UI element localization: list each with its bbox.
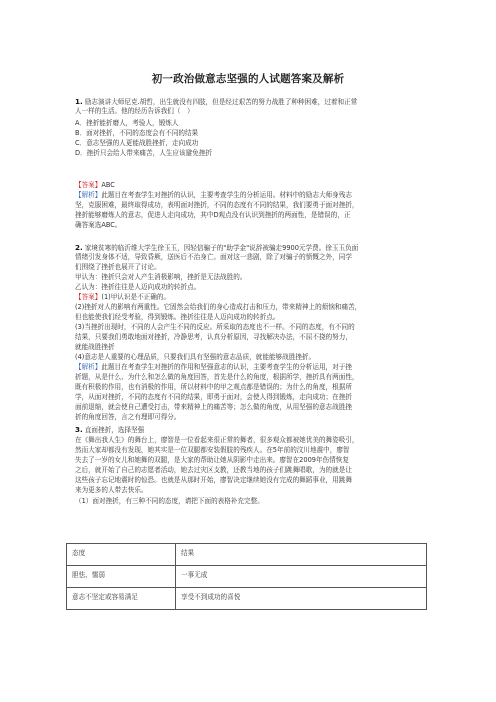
table-cell: 一事无成 [176,566,427,588]
table-header-cell: 结果 [176,544,427,566]
q3-body-line-5: 这些孩子忘记地震时的惊恐。也就是从那时开始，廖智决定继续她没有完成的舞蹈事业，用跳舞 [75,476,352,484]
table-cell: 享受不到成功的喜悦 [176,588,427,610]
q1-stem-line-1: 1. 励志演讲大师尼克.胡哲，出生就没有四肢，但是经过艰苦的努力战胜了种种困难，过着和正常 [75,97,358,106]
q2-answer-line-4: (3)当挫折出现时，不同的人会产生不同的反应。所采取的态度也不一样。不同的态度，有不同的 [75,323,355,331]
q2-answer-line-7: (4)意志是人重要的心理品质，只要我们具有坚强的意志品质，就能能够战胜挫折。 [75,353,316,361]
page-title: 初一政治做意志坚强的人试题答案及解析 [151,73,345,85]
analysis-tag: 【解析】 [75,191,102,199]
q2-stem-line-4: 甲认为：挫折只会对人产生消极影响，挫折是无法战胜的。 [75,273,247,281]
answer-tag: 【答案】 [75,181,102,189]
q2-stem-line-1: 2. 家境贫寒的临沂维大学生徐玉玉，因轻信骗子的"助学金"说辞被骗走9900元学费。徐玉玉负面 [75,243,359,252]
q3-body-line-2: 然而大家却都没有发现，她其实是一位双腿都安装假肢的残疾人。在5年前的汶川地震中，廖智 [75,446,350,454]
q3-body-line-3: 失去了一岁的女儿和她舞的双腿，是大家的帮助让她从阴影中走出来。廖智在2009年伤情恢复 [75,456,349,464]
table-header-row [67,544,427,566]
attitude-result-table [66,543,427,610]
q2-number: 2. [75,243,83,252]
q3-number: 3. [75,425,83,434]
q1-stem-line-2: 人一样的生活。他的经历告诉我们（ ） [75,107,194,115]
q2-answer: 【答案】(1)甲认识是不正确的。 [75,293,171,301]
q2-analysis-line-4: 学，从面对挫折，不同的态度有不同的结果，即勇于面对，会使人得到锻炼，走向成功；在挫折 [75,393,352,401]
q2-stem-line-3: 们围绕了挫折也展开了讨论。 [75,263,161,271]
q2-answer-line-3: 但也能使我们经受考验，得到锻炼。挫折往往是人迈向成功的转折点。 [75,313,280,321]
answer-tag: 【答案】 [75,293,102,301]
q2-answer-line-2: (2)挫折对人的影响有两重性。它固然会给我们的身心造成打击和压力，带来精神上的烦恼和痛苦， [75,303,362,311]
q1-analysis-line-1: 【解析】此题目在考查学生对挫折的认识，主要考查学生的分析运用。材料中的励志大师身残志 [75,191,352,199]
table-header-cell: 态度 [67,544,176,566]
table-row [67,588,427,610]
q2-answer-line-6: 就能战胜挫折 [75,343,115,351]
table-cell: 意志不坚定或容易满足 [67,588,176,610]
q1-option-d: D．挫折只会给人带来痛苦，人生应该避免挫折 [75,149,212,157]
q1-analysis-line-2: 坚，克服困难，最终取得成功，表明面对挫折，不同的态度有不同的结果，我们要勇于面对挫折， [75,201,359,209]
analysis-tag: 【解析】 [75,363,102,371]
q1-analysis-line-4: 确答案选ABC。 [75,221,122,229]
q2-analysis-line-1: 【解析】此题目在考查学生对挫折的作用和坚强意志的认识，主要考查学生的分析运用，对于挫 [75,363,352,371]
q1-option-b: B．面对挫折，不同的态度会有不同的结果 [75,129,199,137]
q3-body-line-1: 在《舞出我人生》的舞台上，廖智是一位看起来很正常的舞者，很多观众都被她优美的舞姿吸引， [75,436,359,444]
q2-stem-line-2: 情绪引发身体不适，导致昏厥，送医后不治身亡。面对这一悲剧，除了对骗子的愤慨之外，同学 [75,253,352,261]
q3-body-line-4: 之后，就开始了自己的志愿者活动，她去过灾区支教，还教当地的孩子们跳舞唱歌，为的就是让 [75,466,352,474]
q2-analysis-line-2: 折题，从是什么、为什么和怎么做的角度回答，首先是什么的角度，根据所学，挫折具有两面性， [75,373,359,381]
q1-analysis-line-3: 挫折能够磨炼人的意志，促进人走向成功，其中D观点没有认识到挫折的两面性，是错误的，正 [75,211,351,219]
q1-answer: 【答案】ABC [75,181,115,189]
q1-option-c: C．意志坚强的人更能战胜挫折，走向成功 [75,139,199,147]
table-cell: 胆怯、懦弱 [67,566,176,588]
q3-body-line-6: 来为更多的人带去快乐。 [75,486,148,494]
q3-heading: 3. 直面挫折，选择坚强 [75,425,145,434]
q2-analysis-line-5: 面前退缩，就会使自己遭受打击，带来精神上的痛苦等；怎么做的角度，从用坚强的意志战胜挫 [75,403,352,411]
q1-number: 1. [75,97,83,106]
q1-option-a: A．挫折能折磨人，考验人，锻炼人 [75,119,179,127]
q2-stem-line-5: 乙认为：挫折往往是人迈向成功的转折点。 [75,283,201,291]
q3-sub-question-1: （1）面对挫折，有三种不同的态度，请把下面的表格补充完整。 [75,497,264,505]
table-row [67,566,427,588]
q2-answer-line-5: 结果，只要我们勇敢地面对挫折，冷静思考，认真分析原因，寻找解决办法，不屈不挠的努力， [75,333,352,341]
q2-analysis-line-6: 折的角度回答，言之有理即可得分。 [75,413,181,421]
q2-analysis-line-3: 既有积极的作用，也有消极的作用，所以材料中的甲之观点都是错误的；为什么的角度，根据所 [75,383,352,391]
